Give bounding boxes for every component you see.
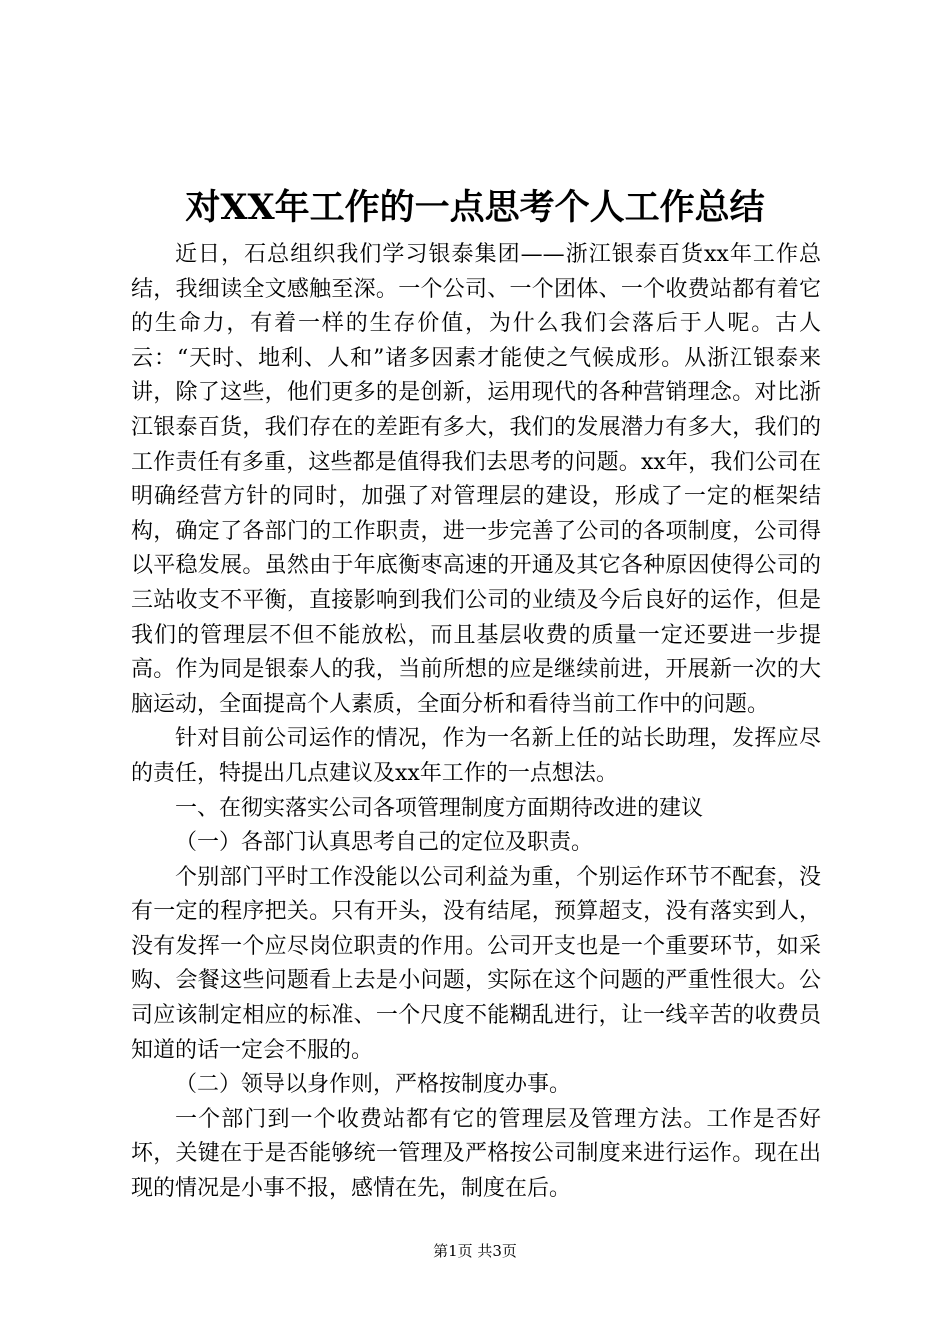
paragraph-leadership: 一个部门到一个收费站都有它的管理层及管理方法。工作是否好坏，关键在于是否能够统一管理及严格按公司制度来进行运作。现在出现的情况是小事不报，感情在先，制度在后。	[131, 1106, 821, 1202]
document-body	[131, 238, 821, 1207]
paragraph-departments: 个别部门平时工作没能以公司利益为重，个别运作环节不配套，没有一定的程序把关。只有开头，没有结尾，预算超支，没有落实到人，没有发挥一个应尽岗位职责的作用。公司开支也是一个重要环节，如采购、会餐这些问题看上去是小问题，实际在这个问题的严重性很大。公司应该制定相应的标准、一个尺度不能糊乱进行，让一线辛苦的收费员知道的话一定会不服的。	[131, 864, 821, 1063]
document-title: 对XX年工作的一点思考个人工作总结	[185, 187, 765, 228]
page-number-footer: 第1页 共3页	[433, 1242, 517, 1260]
section-heading-1: 一、在彻实落实公司各项管理制度方面期待改进的建议	[175, 795, 704, 821]
subsection-heading-2: （二）领导以身作则，严格按制度办事。	[175, 1072, 572, 1098]
subsection-heading-1: （一）各部门认真思考自己的定位及职责。	[175, 830, 594, 856]
paragraph-intro: 近日，石总组织我们学习银泰集团——浙江银泰百货xx年工作总结，我细读全文感触至深。一个公司、一个团体、一个收费站都有着它的生命力，有着一样的生存价值，为什么我们会落后于人呢。古人云：“天时、地利、人和”诸多因素才能使之气候成形。从浙江银泰来讲，除了这些，他们更多的是创新，运用现代的各种营销理念。对比浙江银泰百货，我们存在的差距有多大，我们的发展潜力有多大，我们的工作责任有多重，这些都是值得我们去思考的问题。xx年，我们公司在明确经营方针的同时，加强了对管理层的建设，形成了一定的框架结构，确定了各部门的工作职责，进一步完善了公司的各项制度，公司得以平稳发展。虽然由于年底衡枣高速的开通及其它各种原因使得公司的三站收支不平衡，直接影响到我们公司的业绩及今后良好的运作，但是我们的管理层不但不能放松，而且基层收费的质量一定还要进一步提高。作为同是银泰人的我，当前所想的应是继续前进，开展新一次的大脑运动，全面提高个人素质，全面分析和看待当前工作中的问题。	[131, 242, 821, 717]
paragraph-proposal: 针对目前公司运作的情况，作为一名新上任的站长助理，发挥应尽的责任，特提出几点建议及xx年工作的一点想法。	[131, 726, 821, 786]
